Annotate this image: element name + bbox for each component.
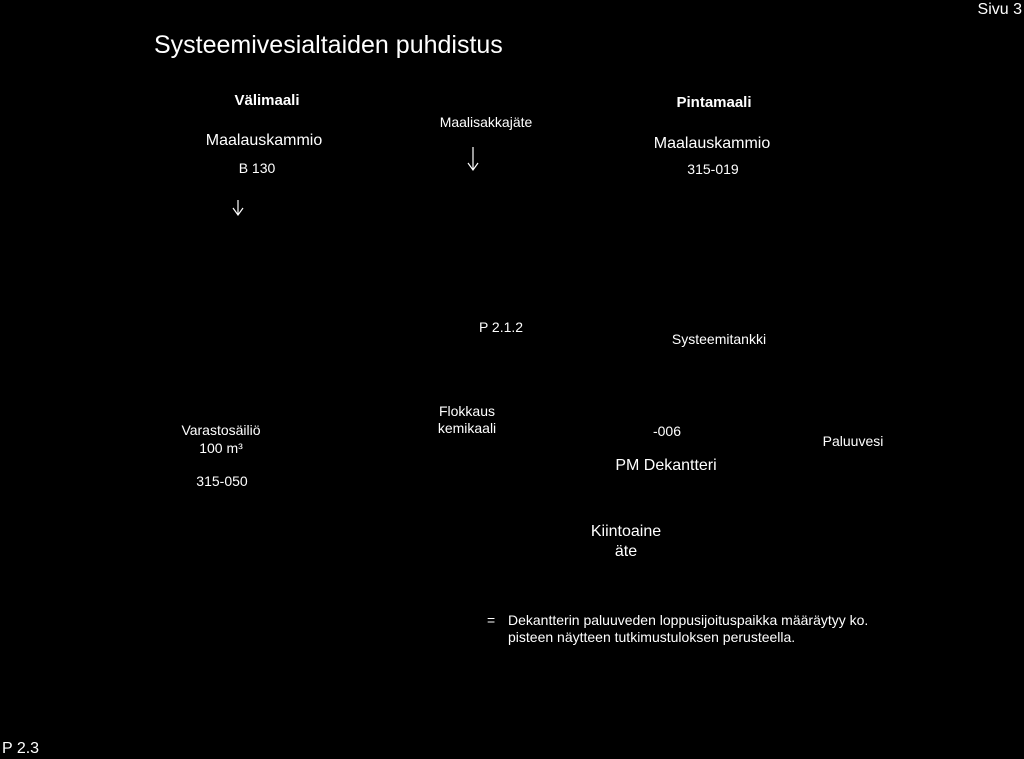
legend-symbol: =: [487, 612, 496, 628]
flocculation-line1: Flokkaus: [438, 403, 496, 419]
flocculation-line2: kemikaali: [437, 420, 497, 436]
system-tank-label: Systeemitankki: [671, 331, 767, 347]
down-arrow-icon: [231, 199, 245, 217]
top-coat-booth-label: Maalauskammio: [653, 135, 771, 152]
intermediate-booth-code: B 130: [238, 160, 276, 176]
solids-waste-line1: Kiintoaine: [590, 523, 662, 540]
storage-tank-volume: 100 m³: [199, 440, 243, 456]
page-number: Sivu 3: [977, 1, 1022, 18]
down-arrow-icon: [466, 146, 480, 172]
top-coat-heading: Pintamaali: [676, 94, 752, 111]
paint-sludge-label: Maalisakkajäte: [439, 114, 533, 130]
decanter-code: -006: [652, 423, 682, 439]
page-title: Systeemivesialtaiden puhdistus: [154, 31, 503, 59]
legend-line2: pisteen näytteen tutkimustuloksen perusteella.: [508, 629, 796, 645]
storage-tank-code: 315-050: [196, 473, 248, 489]
figure-reference: P 2.3: [2, 740, 40, 757]
legend-line1: Dekantterin paluuveden loppusijoituspaikka määräytyy ko.: [508, 612, 869, 628]
decanter-label: PM Dekantteri: [615, 457, 717, 474]
return-water-label: Paluuvesi: [822, 433, 884, 449]
intermediate-paint-heading: Välimaali: [234, 92, 300, 109]
storage-tank-label: Varastosäiliö: [181, 422, 261, 438]
intermediate-booth-label: Maalauskammio: [205, 132, 323, 149]
solids-waste-line2: äte: [614, 543, 638, 560]
sampling-point-label: P 2.1.2: [478, 319, 524, 335]
top-coat-booth-code: 315-019: [687, 161, 739, 177]
